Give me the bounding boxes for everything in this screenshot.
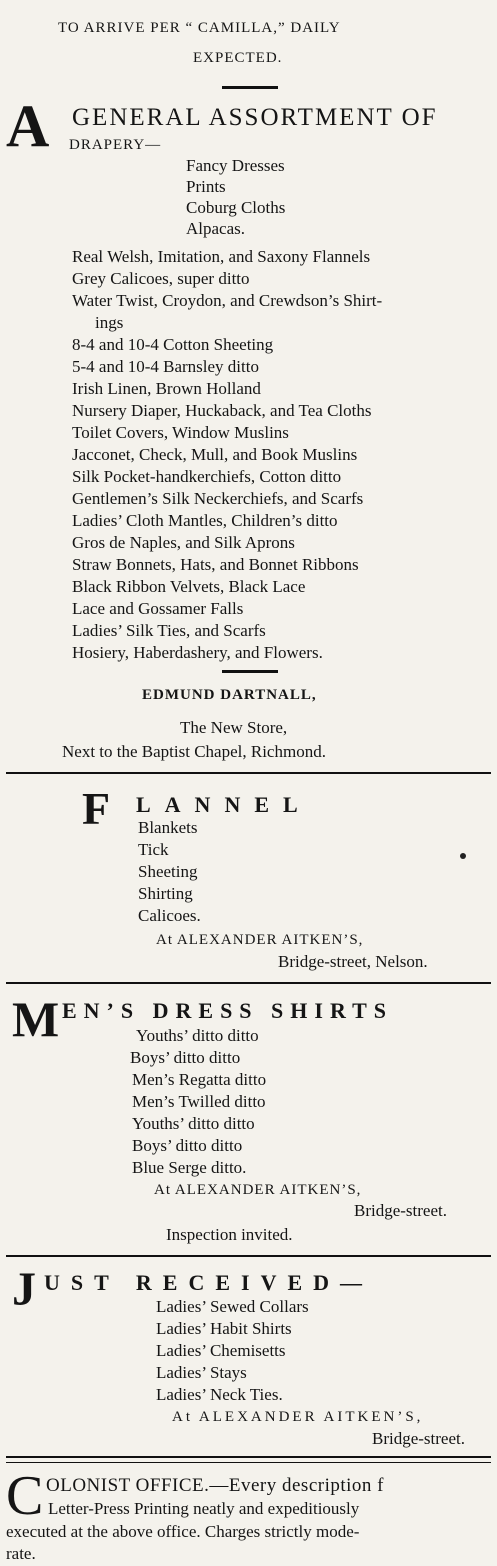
ad4-item: Ladies’ Habit Shirts (156, 1319, 292, 1338)
ad1-item: 8-4 and 10-4 Cotton Sheeting (72, 335, 274, 354)
ad1-item: Hosiery, Haberdashery, and Flowers. (72, 643, 323, 662)
ad1-indented-item: Alpacas. (186, 219, 246, 238)
ad3-dropcap: M (12, 991, 60, 1047)
ad1-item: Black Ribbon Velvets, Black Lace (72, 577, 306, 596)
ad4-dropcap: J (12, 1263, 36, 1316)
ad5-line3: executed at the above office. Charges strictly mode- (6, 1522, 360, 1541)
ad1-item: Straw Bonnets, Hats, and Bonnet Ribbons (72, 555, 359, 574)
ad1-subhead: DRAPERY— (69, 137, 162, 153)
ad1-divider (222, 86, 278, 89)
ad5-headline: OLONIST OFFICE.—Every description f (46, 1475, 385, 1496)
ad1-store: The New Store, (180, 718, 288, 737)
section-rule (6, 772, 491, 774)
ad4-item: Ladies’ Neck Ties. (156, 1385, 283, 1404)
ad2-address: Bridge-street, Nelson. (278, 952, 428, 971)
ad4-item: Ladies’ Chemisetts (156, 1341, 286, 1360)
ad1-item: Lace and Gossamer Falls (72, 599, 244, 618)
ad1-item: Ladies’ Silk Ties, and Scarfs (72, 621, 266, 640)
ad1-item: Gentlemen’s Silk Neckerchiefs, and Scarfs (72, 489, 364, 508)
ad3-merchant: At ALEXANDER AITKEN’S, (154, 1182, 362, 1198)
ad1-item: Toilet Covers, Window Muslins (72, 423, 289, 442)
ad2-item: Blankets (138, 818, 198, 837)
ad3-item: Youths’ ditto ditto (136, 1026, 259, 1045)
ad3-headline: EN’S DRESS SHIRTS (62, 998, 393, 1023)
ad3-item: Boys’ ditto ditto (130, 1048, 241, 1067)
ad1-item: ings (95, 313, 124, 332)
ad1-dropcap: A (6, 93, 50, 159)
ad1-header-line1: TO ARRIVE PER “ CAMILLA,” DAILY (58, 20, 341, 36)
ad1-item: Jacconet, Check, Mull, and Book Muslins (72, 445, 358, 464)
ad1-address: Next to the Baptist Chapel, Richmond. (62, 742, 326, 761)
section-rule-double (6, 1462, 491, 1463)
ad3-item: Boys’ ditto ditto (132, 1136, 243, 1155)
ad3-item: Youths’ ditto ditto (132, 1114, 255, 1133)
ad5-line2: Letter-Press Printing neatly and expeditiously (48, 1499, 360, 1518)
ad3-item: Men’s Regatta ditto (132, 1070, 267, 1089)
ad1-indented-item: Prints (186, 177, 226, 196)
ad1-item: Grey Calicoes, super ditto (72, 269, 250, 288)
ad4-item: Ladies’ Sewed Collars (156, 1297, 309, 1316)
ad3-item: Blue Serge ditto. (132, 1158, 247, 1177)
ad1-item: Real Welsh, Imitation, and Saxony Flannels (72, 247, 371, 266)
ad1-indented-item: Coburg Cloths (186, 198, 286, 217)
ad1-item: Water Twist, Croydon, and Crewdson’s Shirt- (72, 291, 383, 310)
ad1-divider-lower (222, 670, 278, 673)
ad1-item: 5-4 and 10-4 Barnsley ditto (72, 357, 259, 376)
ad2-item: Calicoes. (138, 906, 201, 925)
ad4-headline: UST RECEIVED— (44, 1270, 374, 1295)
ad2-dropcap: F (82, 783, 111, 834)
ad1-header-line2: EXPECTED. (193, 50, 283, 66)
ad1-item: Silk Pocket-handkerchiefs, Cotton ditto (72, 467, 342, 486)
ad2-headline: LANNEL (136, 792, 312, 817)
ad4-merchant: At ALEXANDER AITKEN’S, (172, 1409, 424, 1425)
ad1-headline: GENERAL ASSORTMENT OF (72, 104, 438, 131)
ad2-item: Shirting (138, 884, 193, 903)
ad4-item: Ladies’ Stays (156, 1363, 247, 1382)
ad5-dropcap: C (6, 1465, 44, 1527)
ad1-item: Ladies’ Cloth Mantles, Children’s ditto (72, 511, 338, 530)
ad3-note: Inspection invited. (166, 1225, 293, 1244)
ad4-address: Bridge-street. (372, 1429, 465, 1448)
ad1-merchant: EDMUND DARTNALL, (142, 687, 317, 703)
ad1-item: Irish Linen, Brown Holland (72, 379, 261, 398)
section-rule (6, 1255, 491, 1257)
section-rule (6, 1456, 491, 1458)
ad1-item: Nursery Diaper, Huckaback, and Tea Cloths (72, 401, 372, 420)
ad2-item: Sheeting (138, 862, 198, 881)
section-rule (6, 982, 491, 984)
ad2-item: Tick (138, 840, 169, 859)
ad3-item: Men’s Twilled ditto (132, 1092, 266, 1111)
ink-dot (460, 853, 466, 859)
ad1-indented-item: Fancy Dresses (186, 156, 285, 175)
ad3-address: Bridge-street. (354, 1201, 447, 1220)
ad2-merchant: At ALEXANDER AITKEN’S, (156, 932, 364, 948)
ad1-item: Gros de Naples, and Silk Aprons (72, 533, 295, 552)
ad5-line4: rate. (6, 1544, 36, 1563)
